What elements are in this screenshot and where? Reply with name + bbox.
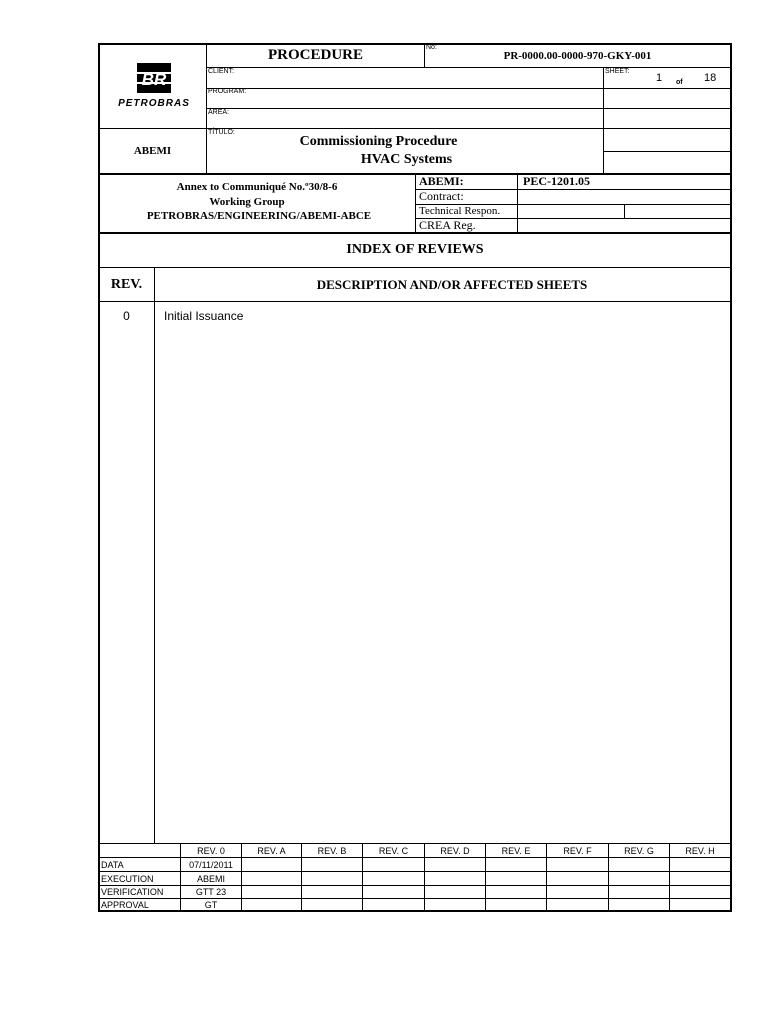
index-row-description: Initial Issuance (164, 309, 244, 323)
row-label-verification: VERIFICATION (101, 887, 164, 897)
rev-col-g: REV. G (624, 845, 654, 856)
rev0-approval-value: GT (204, 899, 218, 910)
no-label: No: (426, 44, 437, 51)
br-logo-icon (137, 63, 171, 93)
abemi-field-value: PEC-1201.05 (523, 174, 590, 188)
rev-col-a: REV. A (257, 845, 286, 856)
rev-col-d: REV. D (440, 845, 470, 856)
organization-name: ABEMI (133, 145, 172, 157)
rev0-execution-value: ABEMI (196, 873, 225, 884)
index-row-rev: 0 (123, 309, 130, 323)
technical-respon-label: Technical Respon. (419, 205, 501, 217)
sheet-label: SHEET: (605, 68, 630, 75)
sheet-number: 1 (656, 72, 663, 84)
company-name: PETROBRAS (118, 98, 190, 109)
sheet-total: 18 (704, 72, 717, 84)
rev0-data-value: 07/11/2011 (189, 859, 233, 870)
petrobras-logo (137, 63, 171, 93)
rev-col-c: REV. C (378, 845, 409, 856)
client-label: CLIENT: (208, 68, 235, 75)
title-line-2: HVAC Systems (360, 152, 453, 167)
document-number: PR-0000.00-0000-970-GKY-001 (503, 50, 652, 62)
abemi-field-label: ABEMI: (419, 174, 464, 188)
row-label-execution: EXECUTION (101, 873, 154, 884)
rev0-verification-value: GTT 23 (195, 887, 227, 897)
logo-letters: BR (141, 70, 167, 89)
crea-reg-label: CREA Reg. (419, 217, 476, 232)
sheet-of: of (676, 79, 683, 86)
document-type: PROCEDURE (267, 47, 363, 63)
rev-col-e: REV. E (501, 845, 531, 856)
row-label-approval: APPROVAL (101, 899, 149, 910)
area-label: AREA: (208, 109, 230, 116)
rev-col-h: REV. H (685, 845, 715, 856)
annex-line-2: Working Group (209, 196, 285, 208)
annex-line-3: PETROBRAS/ENGINEERING/ABEMI-ABCE (146, 210, 372, 222)
rev-column-header: REV. (110, 276, 143, 292)
titulo-label: TÍTULO: (208, 129, 235, 136)
index-of-reviews-title: INDEX OF REVIEWS (346, 242, 484, 257)
title-line-1: Commissioning Procedure (299, 134, 458, 149)
rev-col-f: REV. F (563, 845, 592, 856)
description-column-header: DESCRIPTION AND/OR AFFECTED SHEETS (316, 276, 588, 292)
annex-line-1: Annex to Communiqué No.º30/8-6 (176, 181, 338, 193)
row-label-data: DATA (101, 859, 124, 870)
program-label: PROGRAM: (208, 88, 247, 95)
rev-col-0: REV. 0 (197, 845, 225, 856)
contract-field-label: Contract: (419, 189, 464, 203)
rev-col-b: REV. B (317, 845, 347, 856)
